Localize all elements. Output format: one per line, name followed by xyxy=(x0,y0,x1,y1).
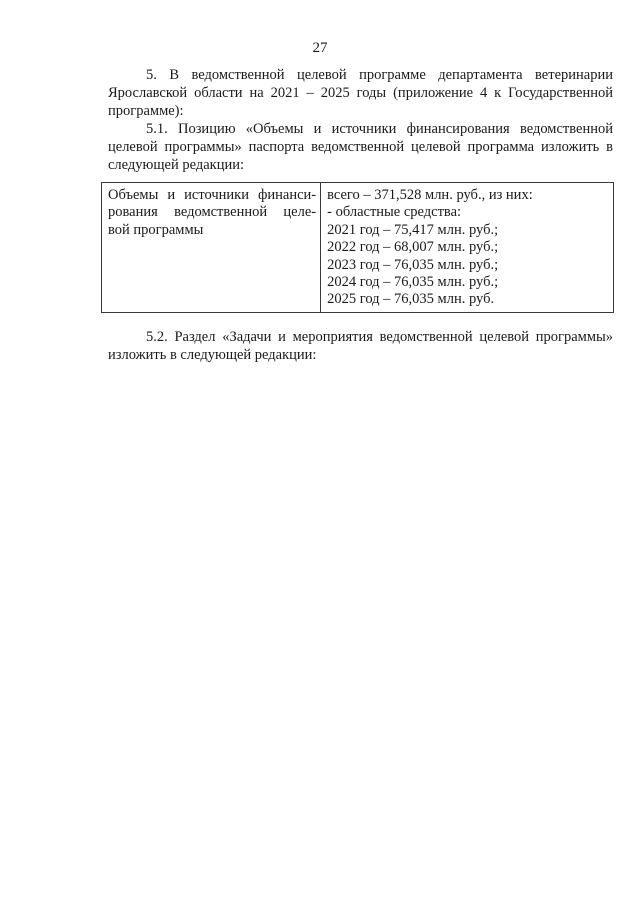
financing-table xyxy=(101,182,614,313)
paragraph-5-1-line-1: 5.1. Позицию «Объемы и источники финансирования ведомственной xyxy=(146,121,613,137)
label-line: рования ведомственной целе- xyxy=(108,204,317,221)
paragraph-5-1-line-3: следующей редакции: xyxy=(108,157,245,173)
table-cell-label xyxy=(102,183,321,313)
value-line: 2021 год – 75,417 млн. руб.; xyxy=(327,221,499,238)
label-line: Объемы и источники финанси- xyxy=(108,187,317,203)
paragraph-5-line-2: Ярославской области на 2021 – 2025 годы (приложение 4 к Государственной xyxy=(108,85,613,101)
value-line: 2022 год – 68,007 млн. руб.; xyxy=(327,239,499,256)
page-number: 27 xyxy=(312,40,328,56)
paragraph-5-1-line-2: целевой программы» паспорта ведомственной целевой программа изложить в xyxy=(108,139,613,155)
value-line: 2024 год – 76,035 млн. руб.; xyxy=(327,274,499,291)
paragraph-5-line-1: 5. В ведомственной целевой программе департамента ветеринарии xyxy=(146,67,613,83)
value-line: 2023 год – 76,035 млн. руб.; xyxy=(327,256,499,273)
value-line: всего – 371,528 млн. руб., из них: xyxy=(327,187,533,203)
paragraph-5-2-line-1: 5.2. Раздел «Задачи и мероприятия ведомственной целевой программы» xyxy=(146,329,613,345)
value-line: - областные средства: xyxy=(327,204,462,221)
table-row xyxy=(102,183,614,313)
paragraph-5-line-3: программе): xyxy=(108,103,184,119)
table-cell-values xyxy=(321,183,614,313)
paragraph-5-2-line-2: изложить в следующей редакции: xyxy=(108,347,317,363)
value-line: 2025 год – 76,035 млн. руб. xyxy=(327,291,495,308)
label-line: вой программы xyxy=(108,221,204,238)
